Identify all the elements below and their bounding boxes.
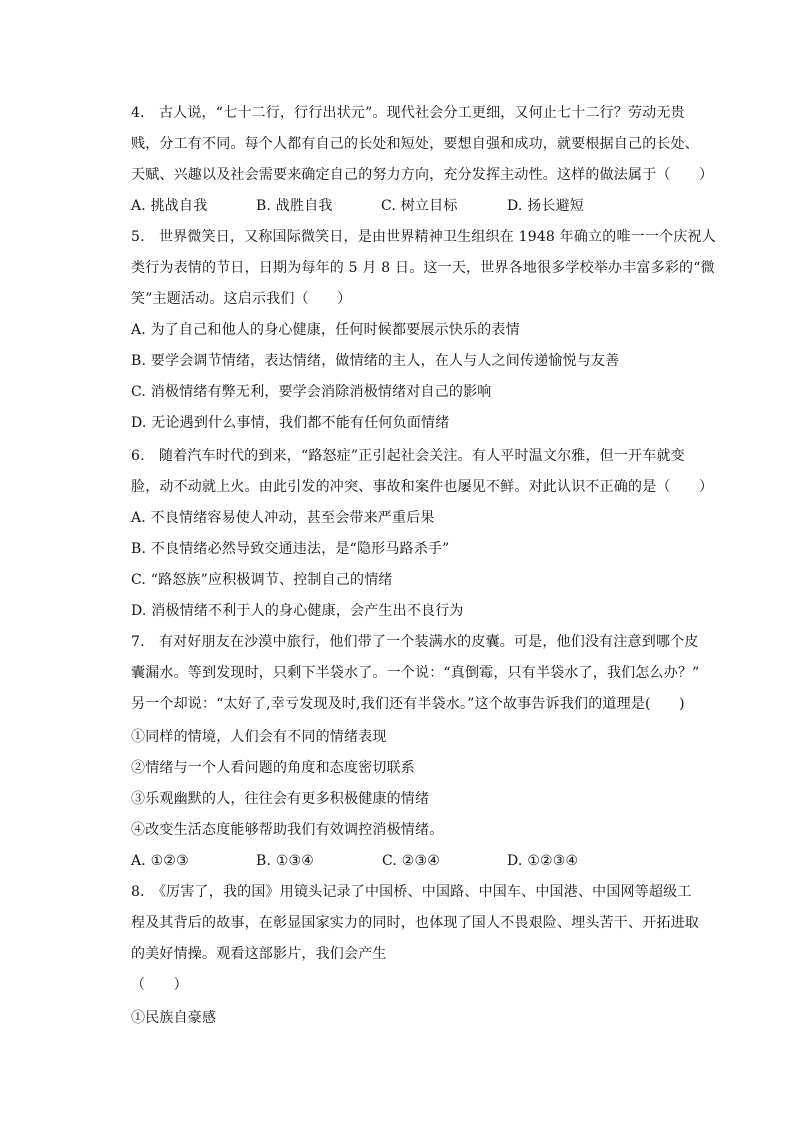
q7-line-3: 另一个却说：“太好了,幸亏发现及时,我们还有半袋水。”这个故事告诉我们的道理是( ) [131,696,685,712]
q7-item-2: ②情绪与一个人看问题的角度和态度密切联系 [131,760,415,776]
q4-option-a: A. 挑战自我 [131,198,208,214]
q6-line-1: 6. 随着汽车时代的到来，“路怒症”正引起社会关注。有人平时温文尔雅，但一开车就变 [131,448,685,464]
q4-option-d: D. 扬长避短 [507,198,585,214]
q8-line-2: 程及其背后的故事，在彰显国家实力的同时，也体现了国人不畏艰险、埋头苦干、开拓进取 [131,915,699,931]
q6-line-2: 脸，动不动就上火。由此引发的冲突、事故和案件也屡见不鲜。对此认识不正确的是（ ） [131,479,714,495]
q4-line-2: 贱，分工有不同。每个人都有自己的长处和短处，要想自强和成功，就要根据自己的长处、 [131,136,699,152]
q4-options [131,197,691,215]
q7-option-d: D. ①②③④ [507,853,579,869]
q5-option-a: A. 为了自己和他人的身心健康，任何时候都要展示快乐的表情 [131,322,520,338]
q5-option-d: D. 无论遇到什么事情，我们都不能有任何负面情绪 [131,415,450,431]
q4-option-c: C. 树立目标 [381,198,458,214]
q7-item-1: ①同样的情境，人们会有不同的情绪表现 [131,729,387,745]
q5-line-3: 笑”主题活动。这启示我们（ ） [131,291,352,307]
q6-option-c: C. “路怒族”应积极调节、控制自己的情绪 [131,572,393,588]
q8-line-1: 8. 《厉害了，我的国》用镜头记录了中国桥、中国路、中国车、中国港、中国网等超级工 [131,884,692,900]
q8-answer-paren: （ ） [131,977,188,993]
q6-option-d: D. 消极情绪不利于人的身心健康，会产生出不良行为 [131,603,464,619]
q7-option-b: B. ①③④ [256,853,315,869]
q7-item-4: ④改变生活态度能够帮助我们有效调控消极情绪。 [131,822,444,838]
q7-option-c: C. ②③④ [382,853,440,869]
q7-options [131,852,691,870]
q6-option-a: A. 不良情绪容易使人冲动，甚至会带来严重后果 [131,510,435,526]
q5-option-b: B. 要学会调节情绪，表达情绪，做情绪的主人，在人与人之间传递愉悦与友善 [131,353,620,369]
q8-line-3: 的美好情操。观看这部影片，我们会产生 [131,946,387,962]
q5-line-1: 5. 世界微笑日，又称国际微笑日，是由世界精神卫生组织在 1948 年确立的唯一一个庆祝人 [131,229,716,245]
q5-option-c: C. 消极情绪有弊无利，要学会消除消极情绪对自己的影响 [131,384,492,400]
q4-line-1: 4. 古人说，“七十二行，行行出状元”。现代社会分工更细，又何止七十二行？劳动无贵 [131,105,685,121]
q4-option-b: B. 战胜自我 [256,198,333,214]
q7-line-2: 囊漏水。等到发现时，只剩下半袋水了。一个说：“真倒霉，只有半袋水了，我们怎么办？” [131,665,700,681]
q7-line-1: 7. 有对好朋友在沙漠中旅行，他们带了一个装满水的皮囊。可是，他们没有注意到哪个皮 [131,634,699,650]
q5-line-2: 类行为表情的节日，日期为每年的 5 月 8 日。这一天，世界各地很多学校举办丰富多彩的“微 [131,260,715,276]
q7-option-a: A. ①②③ [131,853,189,869]
q7-item-3: ③乐观幽默的人，往往会有更多积极健康的情绪 [131,791,430,807]
q4-line-3: 天赋、兴趣以及社会需要来确定自己的努力方向，充分发挥主动性。这样的做法属于（ ） [131,167,714,183]
q8-item-1: ①民族自豪感 [131,1010,217,1026]
q6-option-b: B. 不良情绪必然导致交通违法，是“隐形马路杀手” [131,541,450,557]
